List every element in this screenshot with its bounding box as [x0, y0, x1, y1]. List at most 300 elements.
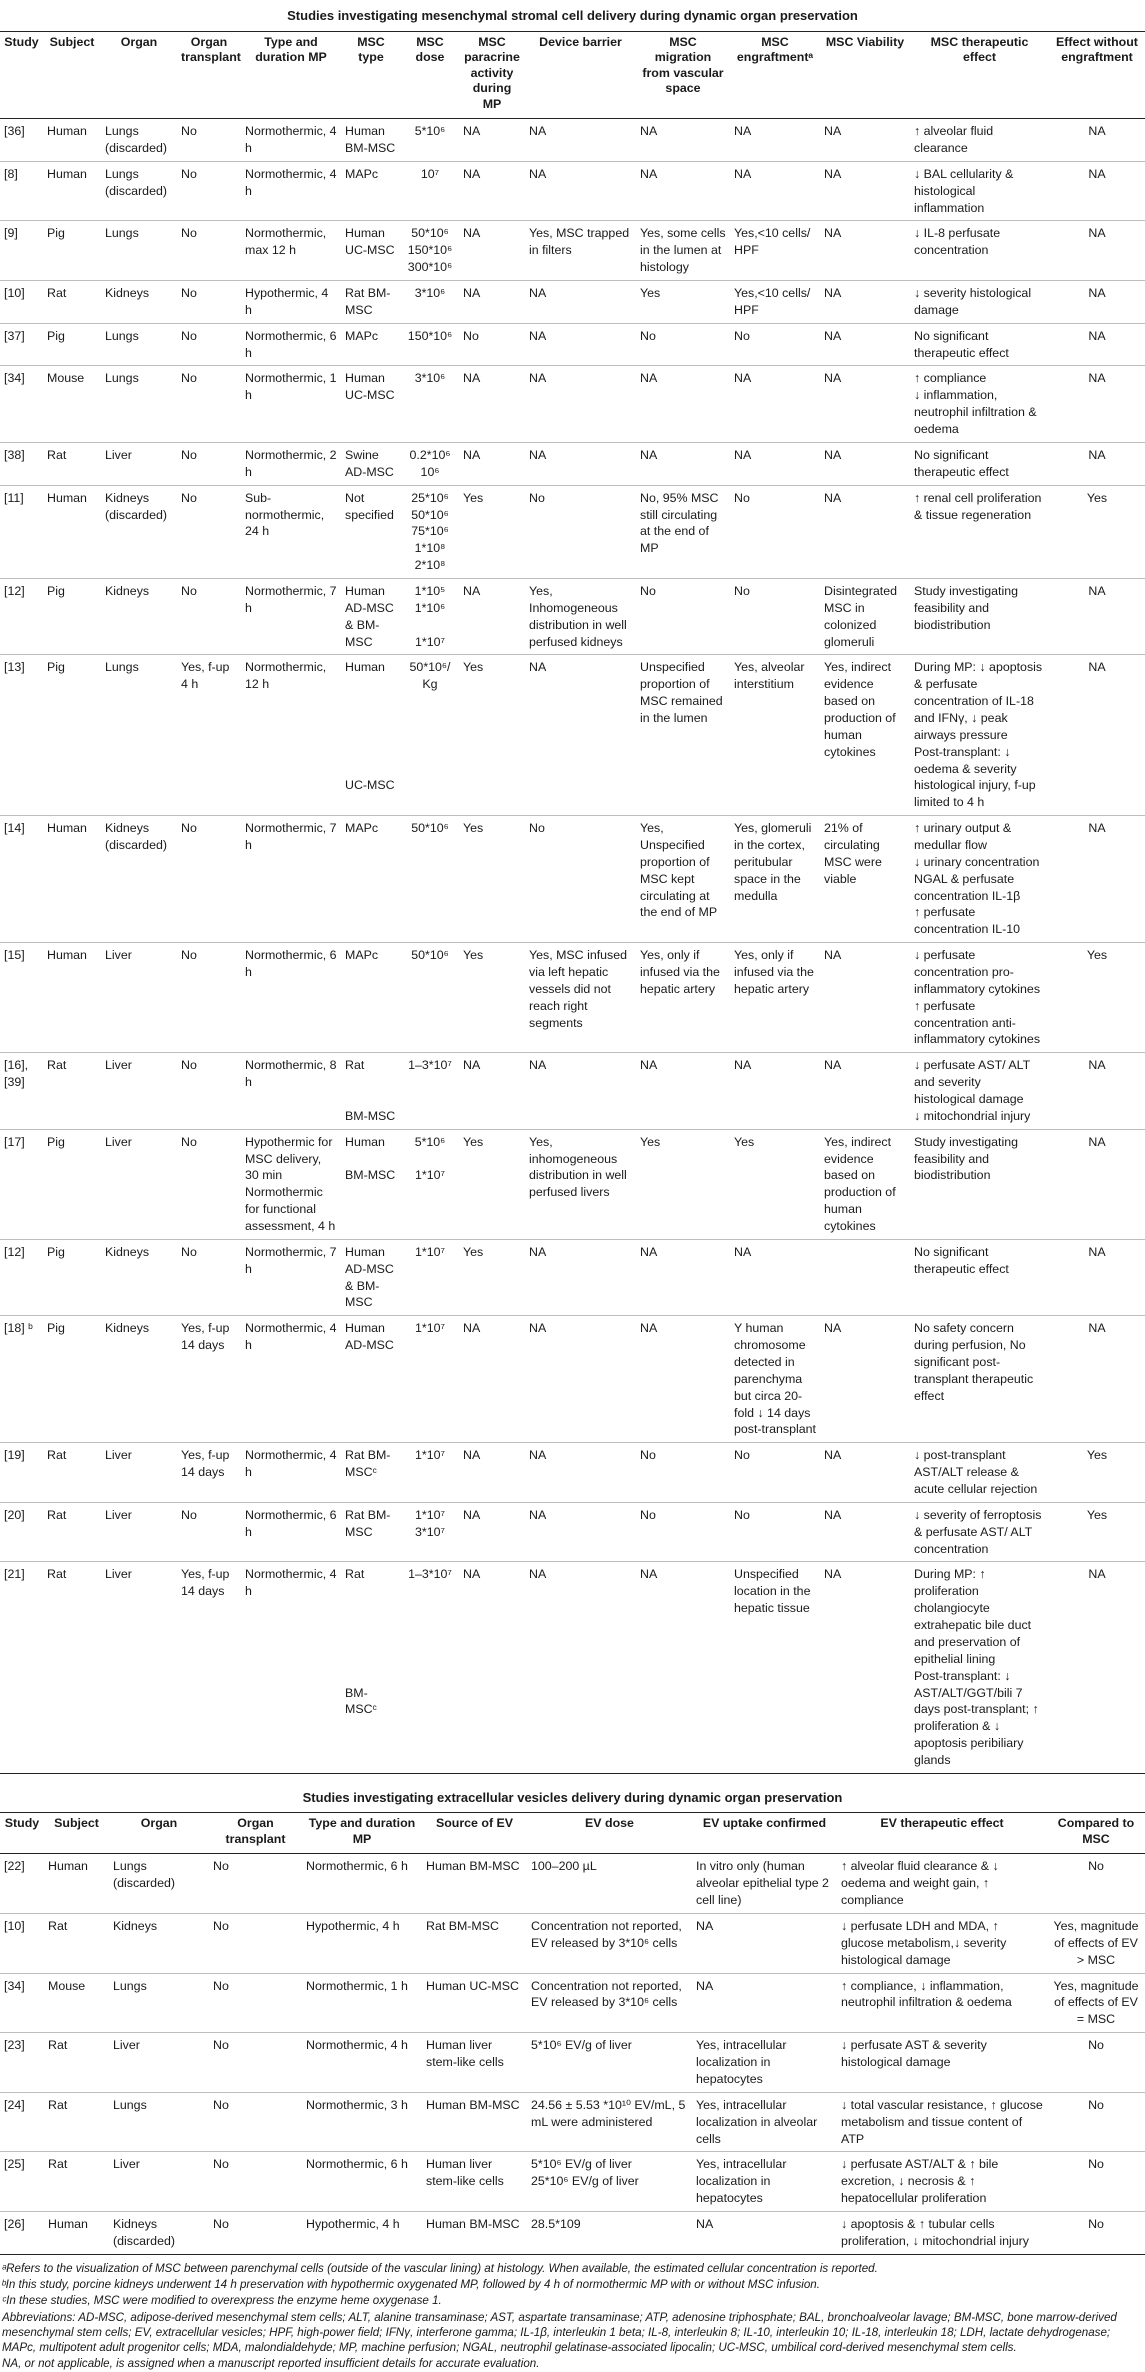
- table-cell: Yes: [459, 485, 525, 578]
- abbreviations-note: Abbreviations: AD-MSC, adipose-derived mesenchymal stem cells; ALT, alanine transaminase; AST, aspartate transaminase; ATP, adenosine triphosphate; BAL, bronchoalveolar lavage; BM-MSC, bone marrow-derived mesenchymal stem cells; EV, extracellular vesicles; HPF, high-power field; IFNγ, interferone gamma; IL-1β, interleukin 1 beta; IL-8, interleukin 8; IL-10, interleukin 10; IL-18, interleukin 18; LDH, lactate dehydrogenase; MAPc, multipotent adult progenitor cells; MDA, malondialdehyde; MP, machine perfusion; NGAL, neutrophil gelatinase-associated lipocalin; UC-MSC, umbilical cord-derived mesenchymal stem cells.: [2, 2310, 1117, 2355]
- table-row: [0, 485, 1145, 578]
- table-cell: NA: [1049, 119, 1145, 162]
- table-cell: Yes, f-up 14 days: [177, 1562, 241, 1773]
- table-cell: ↑ compliance ↓ inflammation, neutrophil infiltration & oedema: [910, 366, 1049, 442]
- table-cell: Normothermic, 6 h: [302, 2152, 422, 2212]
- table-cell: NA: [820, 323, 910, 366]
- table-cell: [20]: [0, 1502, 43, 1562]
- table-cell: 150*10⁶: [401, 323, 459, 366]
- table-cell: Concentration not reported, EV released by 3*10⁶ cells: [527, 1973, 692, 2033]
- table-cell: No: [1047, 2211, 1145, 2254]
- table-cell: NA: [730, 161, 820, 221]
- table-cell: Human UC-MSC: [341, 366, 401, 442]
- table-cell: Pig: [43, 1129, 101, 1239]
- table-cell: NA: [525, 281, 636, 324]
- table-cell: No: [730, 485, 820, 578]
- table-cell: Rat BM-MSC: [422, 1914, 527, 1974]
- table-cell: No significant therapeutic effect: [910, 442, 1049, 485]
- table-cell: NA: [636, 442, 730, 485]
- table-cell: ↓ IL-8 perfusate concentration: [910, 221, 1049, 281]
- table-cell: Mouse: [43, 366, 101, 442]
- msc-table: [0, 31, 1145, 1774]
- table-cell: Yes, intracellular localization in hepatocytes: [692, 2033, 837, 2093]
- table-cell: 50*10⁶ 150*10⁶ 300*10⁶: [401, 221, 459, 281]
- table-cell: 5*10⁶ EV/g of liver: [527, 2033, 692, 2093]
- table-cell: Rat BM-MSC: [341, 1502, 401, 1562]
- table-cell: NA: [820, 221, 910, 281]
- table-cell: Yes, alveolar interstitium: [730, 655, 820, 816]
- table-cell: 50*10⁶: [401, 816, 459, 943]
- table-cell: No significant therapeutic effect: [910, 323, 1049, 366]
- table-cell: Normothermic, 4 h: [241, 119, 341, 162]
- table-cell: NA: [730, 1239, 820, 1315]
- table-cell: 3*10⁶: [401, 366, 459, 442]
- table-cell: 50*10⁶/ Kg: [401, 655, 459, 816]
- column-header: Subject: [44, 1813, 109, 1854]
- table-cell: During MP: ↑ proliferation cholangiocyte extrahepatic bile duct and preservation of epithelial lining Post-transplant: ↓ AST/ALT/GGT/bili 7 days post-transplant; ↑ proliferation & ↓ apoptosis peribiliary glands: [910, 1562, 1049, 1773]
- table-cell: No: [636, 1443, 730, 1503]
- table-cell: Lungs: [109, 1973, 209, 2033]
- table-row: [0, 161, 1145, 221]
- table-cell: Normothermic, 6 h: [302, 1854, 422, 1914]
- table-row: [0, 1502, 1145, 1562]
- table-cell: No: [177, 161, 241, 221]
- table-cell: Normothermic, 6 h: [241, 1502, 341, 1562]
- table-cell: NA: [820, 366, 910, 442]
- table-cell: Rat BM-MSC: [341, 1053, 401, 1129]
- table-cell: MAPc: [341, 323, 401, 366]
- table-cell: Yes: [1049, 1443, 1145, 1503]
- table-row: [0, 1443, 1145, 1503]
- table-cell: NA: [525, 1502, 636, 1562]
- column-header: Study: [0, 1813, 44, 1854]
- table-cell: [16], [39]: [0, 1053, 43, 1129]
- table-cell: NA: [692, 1973, 837, 2033]
- table-cell: MAPc: [341, 943, 401, 1053]
- column-header: Study: [0, 31, 43, 119]
- table-cell: No: [177, 323, 241, 366]
- table-cell: NA: [525, 323, 636, 366]
- table-cell: No: [730, 323, 820, 366]
- table-cell: No: [177, 1239, 241, 1315]
- table-cell: Rat: [43, 1443, 101, 1503]
- table-row: [0, 1053, 1145, 1129]
- table-cell: Normothermic, 7 h: [241, 1239, 341, 1315]
- table-cell: Yes: [459, 655, 525, 816]
- table-cell: NA: [1049, 1053, 1145, 1129]
- table-cell: Lungs (discarded): [101, 119, 177, 162]
- table-cell: ↓ severity of ferroptosis & perfusate AST/ ALT concentration: [910, 1502, 1049, 1562]
- table-cell: ↓ BAL cellularity & histological inflammation: [910, 161, 1049, 221]
- table-cell: Kidneys (discarded): [101, 485, 177, 578]
- table-cell: No: [177, 221, 241, 281]
- table-cell: Yes: [459, 943, 525, 1053]
- table-cell: NA: [459, 1443, 525, 1503]
- table-cell: NA: [820, 1443, 910, 1503]
- table-cell: Normothermic, 7 h: [241, 578, 341, 654]
- table-cell: 1–3*10⁷: [401, 1053, 459, 1129]
- table-cell: NA: [820, 442, 910, 485]
- table-cell: Mouse: [44, 1973, 109, 2033]
- table-cell: 3*10⁶: [401, 281, 459, 324]
- table-cell: No: [209, 2152, 302, 2212]
- table-cell: NA: [459, 281, 525, 324]
- table-cell: Human: [43, 943, 101, 1053]
- table-cell: NA: [1049, 1129, 1145, 1239]
- table-cell: NA: [1049, 323, 1145, 366]
- table-cell: Liver: [101, 1502, 177, 1562]
- table-cell: Not specified: [341, 485, 401, 578]
- table-cell: Yes, magnitude of effects of EV = MSC: [1047, 1973, 1145, 2033]
- table-cell: Human: [44, 2211, 109, 2254]
- table-cell: [18] ᵇ: [0, 1316, 43, 1443]
- table-cell: NA: [730, 1053, 820, 1129]
- table-cell: 1*10⁷ 3*10⁷: [401, 1502, 459, 1562]
- table-cell: Pig: [43, 1316, 101, 1443]
- table-cell: Disintegrated MSC in colonized glomeruli: [820, 578, 910, 654]
- table-cell: NA: [636, 366, 730, 442]
- table-cell: NA: [636, 1562, 730, 1773]
- table-cell: NA: [459, 442, 525, 485]
- table-row: [0, 1129, 1145, 1239]
- column-header: Subject: [43, 31, 101, 119]
- column-header: Type and duration MP: [302, 1813, 422, 1854]
- table-cell: 50*10⁶: [401, 943, 459, 1053]
- table-cell: Human: [44, 1854, 109, 1914]
- table-cell: NA: [459, 1562, 525, 1773]
- table-cell: NA: [730, 442, 820, 485]
- table-cell: NA: [459, 1053, 525, 1129]
- table-cell: Kidneys: [101, 281, 177, 324]
- table-cell: NA: [1049, 1316, 1145, 1443]
- table-cell: NA: [459, 119, 525, 162]
- table-cell: No: [209, 2211, 302, 2254]
- table-cell: ↓ perfusate LDH and MDA, ↑ glucose metabolism,↓ severity histological damage: [837, 1914, 1047, 1974]
- column-header: MSC therapeutic effect: [910, 31, 1049, 119]
- table-cell: 1*10⁵ 1*10⁶ 1*10⁷: [401, 578, 459, 654]
- table-cell: Pig: [43, 221, 101, 281]
- footnote-b: ᵇIn this study, porcine kidneys underwent 14 h preservation with hypothermic oxygenated MP, followed by 4 h of normothermic MP with or without MSC infusion.: [2, 2277, 820, 2291]
- table-cell: Yes,<10 cells/ HPF: [730, 281, 820, 324]
- table-cell: Kidneys (discarded): [101, 816, 177, 943]
- table-cell: No, 95% MSC still circulating at the end of MP: [636, 485, 730, 578]
- table-cell: ↑ renal cell proliferation & tissue regeneration: [910, 485, 1049, 578]
- table-row: [0, 1854, 1145, 1914]
- table-cell: NA: [525, 1562, 636, 1773]
- ev-header-row: [0, 1813, 1145, 1854]
- table-cell: NA: [1049, 366, 1145, 442]
- table-cell: Normothermic, 4 h: [241, 161, 341, 221]
- table-cell: Rat: [43, 1562, 101, 1773]
- table-cell: Kidneys: [101, 1316, 177, 1443]
- column-header: EV therapeutic effect: [837, 1813, 1047, 1854]
- table-cell: Yes: [1049, 1502, 1145, 1562]
- column-header: Source of EV: [422, 1813, 527, 1854]
- table-cell: [38]: [0, 442, 43, 485]
- table-cell: [26]: [0, 2211, 44, 2254]
- table-cell: Normothermic, 7 h: [241, 816, 341, 943]
- table-cell: Human BM-MSC: [422, 1854, 527, 1914]
- table-cell: Yes, f-up 14 days: [177, 1316, 241, 1443]
- table-cell: Lungs: [109, 2092, 209, 2152]
- table-cell: Lungs: [101, 655, 177, 816]
- table-cell: Normothermic, 4 h: [302, 2033, 422, 2093]
- table-cell: Rat: [44, 2092, 109, 2152]
- table-cell: No: [177, 281, 241, 324]
- table-cell: No: [209, 1854, 302, 1914]
- table-cell: ↓ perfusate concentration pro-inflammatory cytokines ↑ perfusate concentration anti-inflammatory cytokines: [910, 943, 1049, 1053]
- table-cell: NA: [459, 161, 525, 221]
- table-cell: ↓ severity histological damage: [910, 281, 1049, 324]
- table-cell: No: [177, 943, 241, 1053]
- table-cell: NA: [820, 943, 910, 1053]
- table-cell: Normothermic, 1 h: [241, 366, 341, 442]
- table-cell: 10⁷: [401, 161, 459, 221]
- table-cell: NA: [459, 1502, 525, 1562]
- table-cell: NA: [525, 1053, 636, 1129]
- na-note: NA, or not applicable, is assigned when a manuscript reported insufficient details for accurate evaluation.: [2, 2357, 540, 2371]
- ev-table: [0, 1812, 1145, 2254]
- table-cell: ↑ alveolar fluid clearance & ↓ oedema and weight gain, ↑ compliance: [837, 1854, 1047, 1914]
- table-cell: NA: [820, 161, 910, 221]
- column-header: Organ: [101, 31, 177, 119]
- table-cell: NA: [525, 119, 636, 162]
- table-row: [0, 1973, 1145, 2033]
- table-cell: Rat BM-MSC: [341, 281, 401, 324]
- table-cell: NA: [1049, 442, 1145, 485]
- column-header: MSC migration from vascular space: [636, 31, 730, 119]
- column-header: Compared to MSC: [1047, 1813, 1145, 1854]
- table-cell: MAPc: [341, 816, 401, 943]
- table-cell: Human AD-MSC & BM-MSC: [341, 1239, 401, 1315]
- table-cell: NA: [1049, 281, 1145, 324]
- table-cell: Yes: [636, 1129, 730, 1239]
- table-cell: Yes, inhomogeneous distribution in well perfused livers: [525, 1129, 636, 1239]
- table-cell: Normothermic, 2 h: [241, 442, 341, 485]
- table-cell: NA: [820, 1502, 910, 1562]
- table-cell: Human UC-MSC: [422, 1973, 527, 2033]
- table-cell: Yes, MSC infused via left hepatic vessels did not reach right segments: [525, 943, 636, 1053]
- footnote-a: ᵃRefers to the visualization of MSC between parenchymal cells (outside of the vascular lining) at histology. When available, the estimated cellular concentration is reported.: [2, 2261, 878, 2275]
- table-cell: Yes: [636, 281, 730, 324]
- table-cell: Lungs: [101, 323, 177, 366]
- table-cell: Yes,<10 cells/ HPF: [730, 221, 820, 281]
- table-cell: Normothermic, 4 h: [241, 1443, 341, 1503]
- table-cell: No: [177, 578, 241, 654]
- table-cell: NA: [1049, 161, 1145, 221]
- table-cell: Rat BM-MSCᶜ: [341, 1562, 401, 1773]
- table-cell: Hypothermic, 4 h: [241, 281, 341, 324]
- column-header: MSC paracrine activity during MP: [459, 31, 525, 119]
- ev-section: [0, 1782, 1145, 2255]
- table-cell: Normothermic, 6 h: [241, 323, 341, 366]
- table-cell: Yes, some cells in the lumen at histology: [636, 221, 730, 281]
- table-cell: 1*10⁷: [401, 1316, 459, 1443]
- table-cell: Normothermic, 12 h: [241, 655, 341, 816]
- table-cell: Pig: [43, 578, 101, 654]
- ev-table-title: Studies investigating extracellular vesicles delivery during dynamic organ preservation: [302, 1789, 843, 1805]
- table-cell: [10]: [0, 281, 43, 324]
- table-cell: [37]: [0, 323, 43, 366]
- table-cell: No: [730, 1443, 820, 1503]
- table-cell: Yes, f-up 14 days: [177, 1443, 241, 1503]
- table-cell: No safety concern during perfusion, No significant post-transplant therapeutic effect: [910, 1316, 1049, 1443]
- table-cell: NA: [1049, 578, 1145, 654]
- table-cell: NA: [820, 1316, 910, 1443]
- table-cell: Human AD-MSC & BM-MSC: [341, 578, 401, 654]
- table-cell: No: [730, 1502, 820, 1562]
- table-cell: Pig: [43, 1239, 101, 1315]
- column-header: Effect without engraftment: [1049, 31, 1145, 119]
- table-cell: Rat: [44, 2152, 109, 2212]
- table-cell: Human UC-MSC: [341, 655, 401, 816]
- table-cell: No: [1047, 2092, 1145, 2152]
- table-cell: Lungs: [101, 366, 177, 442]
- table-cell: No significant therapeutic effect: [910, 1239, 1049, 1315]
- table-cell: Normothermic, 4 h: [241, 1562, 341, 1773]
- table-row: [0, 2152, 1145, 2212]
- table-cell: Human BM-MSC: [341, 119, 401, 162]
- table-cell: Human: [43, 119, 101, 162]
- table-cell: Rat: [44, 1914, 109, 1974]
- msc-table-title: Studies investigating mesenchymal stromal cell delivery during dynamic organ preservation: [287, 8, 858, 23]
- table-cell: No: [209, 1914, 302, 1974]
- table-cell: In vitro only (human alveolar epithelial type 2 cell line): [692, 1854, 837, 1914]
- table-cell: Yes, only if infused via the hepatic artery: [636, 943, 730, 1053]
- table-cell: Normothermic, 1 h: [302, 1973, 422, 2033]
- table-cell: NA: [1049, 816, 1145, 943]
- table-cell: Yes, intracellular localization in alveolar cells: [692, 2092, 837, 2152]
- table-cell: NA: [459, 578, 525, 654]
- table-cell: Yes, only if infused via the hepatic artery: [730, 943, 820, 1053]
- table-cell: 1*10⁷: [401, 1239, 459, 1315]
- table-cell: Pig: [43, 655, 101, 816]
- table-cell: ↓ perfusate AST/ ALT and severity histological damage ↓ mitochondrial injury: [910, 1053, 1049, 1129]
- table-cell: Rat: [43, 442, 101, 485]
- table-cell: No: [177, 1129, 241, 1239]
- table-cell: Normothermic, 8 h: [241, 1053, 341, 1129]
- table-cell: No: [177, 485, 241, 578]
- table-cell: [12]: [0, 578, 43, 654]
- table-cell: No: [525, 485, 636, 578]
- table-cell: Human BM-MSC: [341, 1129, 401, 1239]
- table-cell: Yes, Unspecified proportion of MSC kept circulating at the end of MP: [636, 816, 730, 943]
- table-cell: NA: [820, 281, 910, 324]
- table-cell: Yes: [459, 1239, 525, 1315]
- table-cell: NA: [730, 119, 820, 162]
- table-cell: ↑ compliance, ↓ inflammation, neutrophil infiltration & oedema: [837, 1973, 1047, 2033]
- table-row: [0, 655, 1145, 816]
- table-footnotes: [0, 2255, 1145, 2372]
- table-cell: [11]: [0, 485, 43, 578]
- table-cell: ↓ perfusate AST/ALT & ↑ bile excretion, ↓ necrosis & ↑ hepatocellular proliferation: [837, 2152, 1047, 2212]
- table-cell: NA: [636, 119, 730, 162]
- table-row: [0, 323, 1145, 366]
- table-cell: Rat: [43, 1053, 101, 1129]
- table-cell: Human UC-MSC: [341, 221, 401, 281]
- table-row: [0, 578, 1145, 654]
- table-cell: NA: [636, 161, 730, 221]
- table-cell: Kidneys: [109, 1914, 209, 1974]
- column-header: MSC Viability: [820, 31, 910, 119]
- column-header: MSC dose: [401, 31, 459, 119]
- table-cell: [23]: [0, 2033, 44, 2093]
- table-cell: Study investigating feasibility and biodistribution: [910, 578, 1049, 654]
- table-cell: NA: [692, 1914, 837, 1974]
- column-header: Organ transplant: [177, 31, 241, 119]
- table-cell: Rat BM-MSCᶜ: [341, 1443, 401, 1503]
- table-cell: No: [459, 323, 525, 366]
- table-cell: Swine AD-MSC: [341, 442, 401, 485]
- table-row: [0, 221, 1145, 281]
- table-row: [0, 366, 1145, 442]
- table-cell: ↓ apoptosis & ↑ tubular cells proliferation, ↓ mitochondrial injury: [837, 2211, 1047, 2254]
- table-cell: [820, 1239, 910, 1315]
- table-cell: MAPc: [341, 161, 401, 221]
- table-cell: No: [177, 442, 241, 485]
- table-cell: Liver: [101, 943, 177, 1053]
- table-cell: No: [636, 1502, 730, 1562]
- table-cell: Sub-normothermic, 24 h: [241, 485, 341, 578]
- table-cell: Unspecified location in the hepatic tissue: [730, 1562, 820, 1773]
- table-cell: No: [177, 816, 241, 943]
- table-cell: NA: [1049, 1562, 1145, 1773]
- table-row: [0, 2211, 1145, 2254]
- table-cell: NA: [525, 366, 636, 442]
- table-cell: Liver: [101, 1129, 177, 1239]
- table-cell: [21]: [0, 1562, 43, 1773]
- table-cell: Unspecified proportion of MSC remained in the lumen: [636, 655, 730, 816]
- table-cell: [8]: [0, 161, 43, 221]
- table-cell: During MP: ↓ apoptosis & perfusate concentration of IL-18 and IFNγ, ↓ peak airways pressure Post-transplant: ↓ oedema & severity histological injury, f-up limited to 4 h: [910, 655, 1049, 816]
- table-cell: No: [525, 816, 636, 943]
- table-cell: NA: [459, 1316, 525, 1443]
- table-cell: Study investigating feasibility and biodistribution: [910, 1129, 1049, 1239]
- table-cell: NA: [636, 1239, 730, 1315]
- table-cell: Yes: [1049, 485, 1145, 578]
- table-cell: [14]: [0, 816, 43, 943]
- table-row: [0, 1914, 1145, 1974]
- table-cell: No: [177, 119, 241, 162]
- table-cell: NA: [820, 485, 910, 578]
- table-cell: NA: [459, 366, 525, 442]
- table-cell: No: [636, 323, 730, 366]
- table-cell: No: [730, 578, 820, 654]
- table-cell: Kidneys: [101, 578, 177, 654]
- table-cell: ↑ urinary output & medullar flow ↓ urinary concentration NGAL & perfusate concentration IL-1β ↑ perfusate concentration IL-10: [910, 816, 1049, 943]
- table-cell: No: [177, 1502, 241, 1562]
- table-cell: Yes, indirect evidence based on production of human cytokines: [820, 1129, 910, 1239]
- table-cell: [19]: [0, 1443, 43, 1503]
- table-cell: Concentration not reported, EV released by 3*10⁶ cells: [527, 1914, 692, 1974]
- table-cell: Hypothermic, 4 h: [302, 1914, 422, 1974]
- table-cell: Lungs: [101, 221, 177, 281]
- table-cell: No: [1047, 2033, 1145, 2093]
- table-row: [0, 442, 1145, 485]
- table-cell: 5*10⁶ 1*10⁷: [401, 1129, 459, 1239]
- table-cell: ↓ total vascular resistance, ↑ glucose metabolism and tissue content of ATP: [837, 2092, 1047, 2152]
- table-cell: Yes: [730, 1129, 820, 1239]
- table-cell: 1–3*10⁷: [401, 1562, 459, 1773]
- table-row: [0, 281, 1145, 324]
- table-cell: NA: [525, 1239, 636, 1315]
- table-cell: 0.2*10⁶ 10⁶: [401, 442, 459, 485]
- table-cell: Normothermic, 6 h: [241, 943, 341, 1053]
- table-cell: NA: [1049, 1239, 1145, 1315]
- table-cell: NA: [525, 161, 636, 221]
- table-cell: Liver: [101, 1562, 177, 1773]
- table-row: [0, 2092, 1145, 2152]
